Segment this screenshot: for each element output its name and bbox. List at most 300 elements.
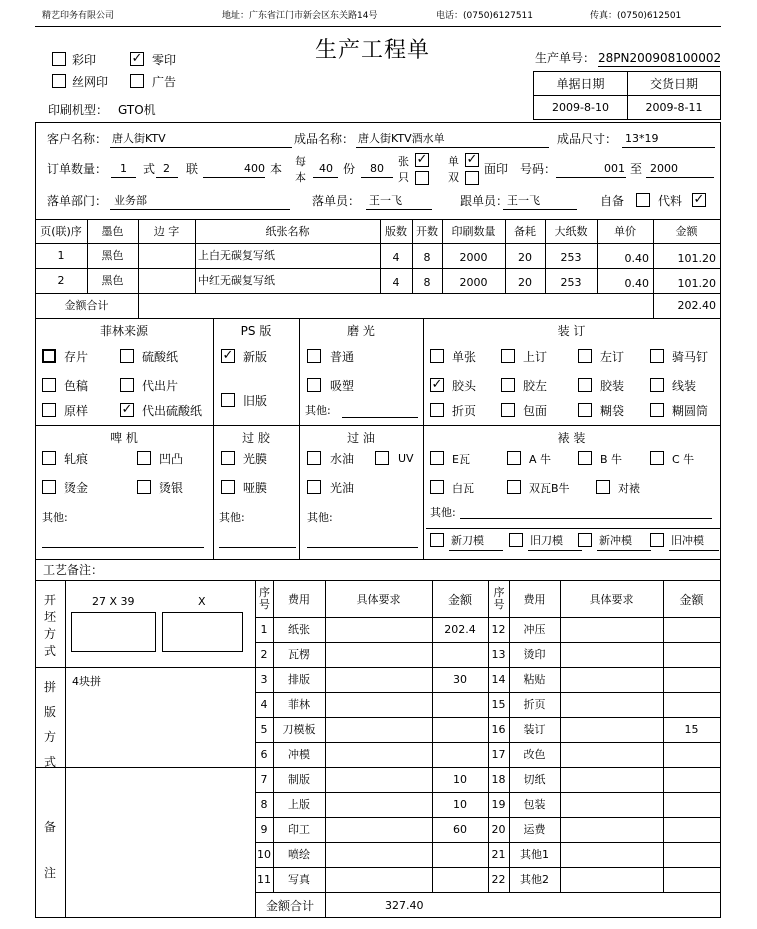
cost-amt-header: 金额 <box>447 593 472 607</box>
cutting-x: X <box>198 595 206 608</box>
mount-3-checkbox[interactable] <box>650 451 664 465</box>
ad-print-checkbox[interactable] <box>130 74 144 88</box>
film-option-label: 原样 <box>64 404 89 418</box>
paper-cell: 101.20 <box>677 277 716 290</box>
label-to: 至 <box>630 162 643 176</box>
die-cut-option-label: 凹凸 <box>159 452 184 466</box>
cost-row-no: 16 <box>491 723 506 736</box>
cost-row-no: 2 <box>260 648 268 661</box>
qty-line <box>203 177 265 178</box>
binding-11-checkbox[interactable] <box>650 403 664 417</box>
cost-row-fee: 粘贴 <box>523 673 546 686</box>
paper-cell: 中红无碳复写纸 <box>198 274 275 287</box>
binding-option-label: 胶头 <box>452 379 477 393</box>
ad-print-label: 广告 <box>152 75 177 89</box>
grand-total-label: 金额合计 <box>265 899 314 913</box>
cost-row-fee: 运费 <box>523 823 546 836</box>
knife-line <box>528 550 582 551</box>
remarks-label: 备注 <box>43 820 56 880</box>
cost-row-no: 3 <box>260 673 268 686</box>
mono-print-checkbox[interactable]: ✓ <box>131 51 143 66</box>
cost-row-fee: 纸张 <box>288 623 310 636</box>
grind-normal-checkbox[interactable] <box>307 349 321 363</box>
ps-plate-title: PS 版 <box>240 324 272 338</box>
cost-fee-header-2: 费用 <box>523 593 546 606</box>
qty-line <box>111 177 136 178</box>
order-qty-label: 订单数量： <box>47 162 108 176</box>
paper-header-cell: 印刷数量 <box>451 225 496 238</box>
paper-header-cell: 墨色 <box>101 225 124 238</box>
die-cut-2-checkbox[interactable] <box>42 480 56 494</box>
delivery-date-label: 交货日期 <box>649 77 698 91</box>
ps-old-label: 旧版 <box>243 394 268 408</box>
number-to: 2000 <box>650 162 678 175</box>
number-label: 号码： <box>520 162 557 176</box>
process-mid-line <box>35 425 721 426</box>
die-cut-option-label: 烫金 <box>64 481 89 495</box>
paper-header-cell: 金额 <box>675 225 698 238</box>
order-qty-sets: 1 <box>120 162 127 175</box>
cost-row-no: 17 <box>491 748 506 761</box>
binding-3-checkbox[interactable] <box>650 349 664 363</box>
cost-row-fee: 烫印 <box>523 648 546 661</box>
frame-top <box>35 122 721 123</box>
unit-sheet-checkbox[interactable]: ✓ <box>416 152 428 167</box>
number-line <box>556 177 626 178</box>
cost-row-fee: 其他2 <box>520 873 549 886</box>
ps-new-checkbox[interactable]: ✓ <box>222 348 234 363</box>
color-print-label: 彩印 <box>72 53 97 67</box>
cost-no-header: 序号 <box>259 586 270 611</box>
cost-col-7 <box>663 580 664 892</box>
unit-piece-checkbox[interactable] <box>415 171 429 185</box>
mount-other-label: 其他: <box>430 506 456 519</box>
cutting-size: 27 X 39 <box>92 595 135 608</box>
film-option-label: 代出硫酸纸 <box>142 404 203 418</box>
cost-row-no: 10 <box>257 848 271 861</box>
imposition-value: 4块拼 <box>72 675 101 688</box>
paper-cell: 0.40 <box>624 252 649 265</box>
cutting-method-label: 开坯方式 <box>43 593 56 658</box>
number-from: 001 <box>604 162 625 175</box>
die-cut-option-label: 轧痕 <box>64 452 89 466</box>
per-line <box>361 177 393 178</box>
cost-col-6 <box>560 580 561 892</box>
page-title: 生产工程单 <box>315 38 431 63</box>
binding-option-label: 糊袋 <box>600 404 625 418</box>
laminate-gloss-checkbox[interactable] <box>221 451 235 465</box>
cost-req-header-2: 具体要求 <box>589 593 634 606</box>
label-ben2: 本 <box>295 171 306 184</box>
binding-option-label: 胶左 <box>523 379 548 393</box>
left-label-col <box>65 580 66 917</box>
paper-header-cell: 边 字 <box>153 225 180 238</box>
varnish-gloss-label: 光油 <box>330 481 355 495</box>
mount-4-checkbox[interactable] <box>430 480 444 494</box>
header-rule <box>35 26 721 27</box>
impose-section-line <box>35 767 255 768</box>
cost-row-no: 5 <box>260 723 268 736</box>
company-address: 地址：广东省江门市新会区东关路14号 <box>222 11 378 21</box>
film-3-checkbox[interactable] <box>120 378 134 392</box>
film-4-checkbox[interactable] <box>42 403 56 417</box>
doc-date-value: 2009-8-10 <box>552 101 609 114</box>
mount-other-line <box>460 518 712 519</box>
imposition-method-label: 拼版方式 <box>43 680 56 769</box>
paper-cell: 101.20 <box>677 252 716 265</box>
mount-option-label: B 牛 <box>600 453 623 466</box>
cost-row-no: 11 <box>257 873 271 886</box>
binding-option-label: 骑马钉 <box>672 350 709 364</box>
binding-8-checkbox[interactable] <box>430 403 444 417</box>
paper-cell: 黑色 <box>101 274 124 287</box>
company-phone: 电话：(0750)6127511 <box>436 11 534 21</box>
mono-print-label: 零印 <box>152 53 177 67</box>
cost-row-fee: 切纸 <box>523 773 546 786</box>
label-fen: 份 <box>343 162 356 176</box>
staff-value: 王一飞 <box>369 194 402 207</box>
paper-cell: 20 <box>518 276 532 289</box>
screen-print-label: 丝网印 <box>72 75 109 89</box>
mount-option-label: A 牛 <box>529 453 552 466</box>
laminate-gloss-label: 光膜 <box>243 452 268 466</box>
knife-option-label: 新刀模 <box>451 534 484 547</box>
paper-cell: 2000 <box>459 276 488 289</box>
cost-row-fee: 折页 <box>523 698 546 711</box>
cost-row-amt: 202.4 <box>444 623 476 636</box>
staff-line <box>366 209 432 210</box>
cut-section-line <box>35 667 255 668</box>
label-face-print: 面印 <box>484 162 509 176</box>
product-size-label: 成品尺寸： <box>557 132 618 146</box>
cost-row-no: 4 <box>260 698 268 711</box>
varnish-uv-label: UV <box>398 452 414 465</box>
paper-cell: 253 <box>560 251 582 264</box>
cost-row-fee: 刀模板 <box>282 723 316 736</box>
craft-note-line <box>35 580 721 581</box>
cost-row-fee: 瓦楞 <box>288 648 310 661</box>
product-name-label: 成品名称： <box>294 132 355 146</box>
order-qty-books: 400 <box>244 162 265 175</box>
film-option-label: 色稿 <box>64 379 89 393</box>
knife-line <box>597 550 651 551</box>
customer-name-label: 客户名称： <box>47 132 108 146</box>
label-ben: 本 <box>270 162 283 176</box>
cost-row-no: 7 <box>260 773 268 786</box>
binding-6-checkbox[interactable] <box>578 378 592 392</box>
product-size-value: 13*19 <box>625 132 659 145</box>
binding-5-checkbox[interactable] <box>501 378 515 392</box>
cost-row-amt: 60 <box>453 823 467 836</box>
cost-row-amt: 10 <box>453 773 467 786</box>
binding-7-checkbox[interactable] <box>650 378 664 392</box>
cost-row-amt: 10 <box>453 798 467 811</box>
dept-line <box>110 209 290 210</box>
paper-header-cell: 版数 <box>385 225 407 238</box>
label-zhi: 只 <box>398 171 409 184</box>
varnish-water-label: 水油 <box>330 452 355 466</box>
paper-total-value: 202.40 <box>677 299 716 312</box>
grind-normal-label: 普通 <box>330 350 355 364</box>
color-print-checkbox[interactable] <box>52 52 66 66</box>
process-bottom-line <box>35 559 721 560</box>
mount-2-checkbox[interactable] <box>578 451 592 465</box>
cost-row-fee: 喷绘 <box>288 848 310 861</box>
varnish-water-checkbox[interactable] <box>307 451 321 465</box>
cost-row-fee: 排版 <box>288 673 310 686</box>
cost-col-2 <box>325 580 326 917</box>
mount-1-checkbox[interactable] <box>507 451 521 465</box>
date-box-right <box>720 71 721 119</box>
company-fax: 传真：(0750)612501 <box>590 11 682 21</box>
cost-row-no: 18 <box>491 773 506 786</box>
paper-cell: 黑色 <box>101 249 124 262</box>
cost-row-fee: 菲林 <box>288 698 310 711</box>
grind-title: 磨 光 <box>347 324 375 338</box>
number-line <box>646 177 714 178</box>
label-mei: 每 <box>295 155 306 168</box>
dept-value: 业务部 <box>114 194 147 207</box>
cost-row-no: 8 <box>260 798 268 811</box>
label-double: 双 <box>448 171 459 184</box>
binding-2-checkbox[interactable] <box>578 349 592 363</box>
product-name-line <box>356 147 549 148</box>
label-single: 单 <box>448 155 459 168</box>
mount-5-checkbox[interactable] <box>507 480 521 494</box>
grind-other-line <box>342 417 418 418</box>
cost-row-no: 22 <box>491 873 506 886</box>
varnish-other-label: 其他: <box>307 511 333 524</box>
paper-header-cell: 纸张名称 <box>265 225 310 238</box>
binding-title: 装 订 <box>557 324 586 338</box>
staff-label: 落单员： <box>312 194 361 208</box>
cost-row-no: 19 <box>491 798 506 811</box>
order-qty-copies: 2 <box>163 162 170 175</box>
knife-2-checkbox[interactable] <box>578 533 592 547</box>
label-shi: 式 <box>143 162 156 176</box>
grand-total-value: 327.40 <box>385 899 424 912</box>
follow-value: 王一飞 <box>507 194 540 207</box>
paper-header-cell: 单价 <box>614 225 636 238</box>
film-5-checkbox[interactable]: ✓ <box>121 402 133 417</box>
knife-0-checkbox[interactable] <box>430 533 444 547</box>
binding-option-label: 包面 <box>523 404 548 418</box>
film-source-title: 菲林来源 <box>99 324 148 338</box>
cost-row-no: 13 <box>491 648 506 661</box>
cost-row-fee: 冲压 <box>523 623 546 636</box>
cost-row-fee: 印工 <box>288 823 310 836</box>
die-cut-other-line <box>42 547 204 548</box>
paper-cell: 8 <box>423 276 431 289</box>
binding-9-checkbox[interactable] <box>501 403 515 417</box>
cost-row-amt: 30 <box>453 673 467 686</box>
cost-amt-header-2: 金额 <box>679 593 704 607</box>
cutting-box-b <box>162 612 243 652</box>
company-name: 精艺印务有限公司 <box>42 11 115 21</box>
delivery-date-value: 2009-8-11 <box>645 101 703 114</box>
binding-option-label: 糊圆筒 <box>672 404 709 418</box>
grind-blister-label: 吸塑 <box>330 379 355 393</box>
single-side-checkbox[interactable]: ✓ <box>466 152 478 167</box>
product-size-line <box>622 147 715 148</box>
label-lian: 联 <box>186 162 199 176</box>
paper-cell: 4 <box>392 276 400 289</box>
paper-table-bottom <box>35 318 721 319</box>
follow-label: 跟单员： <box>460 194 509 208</box>
varnish-other-line <box>307 547 418 548</box>
paper-cell: 2000 <box>459 251 488 264</box>
mounting-title: 裱 装 <box>557 431 586 445</box>
varnish-gloss-checkbox[interactable] <box>307 480 321 494</box>
laminate-matte-label: 哑膜 <box>243 481 268 495</box>
order-no-label: 生产单号： <box>535 51 596 65</box>
cost-row-no: 9 <box>260 823 268 836</box>
customer-name-line <box>110 147 292 148</box>
cost-row-fee: 装订 <box>523 723 546 736</box>
paper-cell: 20 <box>518 251 532 264</box>
laminate-matte-checkbox[interactable] <box>221 480 235 494</box>
binding-option-label: 单张 <box>452 350 477 364</box>
screen-print-checkbox[interactable] <box>52 74 66 88</box>
mount-option-label: E瓦 <box>452 453 470 466</box>
die-cut-other-label: 其他: <box>42 511 68 524</box>
cost-no-header-2: 序号 <box>493 586 505 611</box>
laminate-title: 过 胶 <box>242 431 270 445</box>
cost-row-fee: 改色 <box>523 748 546 761</box>
knife-top-line <box>426 528 720 529</box>
paper-cell: 4 <box>392 251 400 264</box>
binding-10-checkbox[interactable] <box>578 403 592 417</box>
mount-6-checkbox[interactable] <box>596 480 610 494</box>
mount-0-checkbox[interactable] <box>430 451 444 465</box>
mount-option-label: 白瓦 <box>452 482 474 495</box>
binding-0-checkbox[interactable] <box>430 349 444 363</box>
binding-option-label: 线装 <box>672 379 697 393</box>
paper-header-cell: 大纸数 <box>554 225 588 238</box>
film-option-label: 存片 <box>64 350 89 364</box>
cost-row-fee: 冲模 <box>288 748 310 761</box>
cost-row-fee: 写真 <box>288 873 310 886</box>
film-option-label: 代出片 <box>142 379 179 393</box>
grind-other-label: 其他: <box>305 404 331 417</box>
die-cut-option-label: 烫银 <box>159 481 184 495</box>
cost-row-amt: 15 <box>684 723 699 736</box>
order-no-value: 28PN200908100002 <box>598 51 722 65</box>
paper-header-cell: 页(联)序 <box>40 225 82 238</box>
product-name-value: 唐人街KTV酒水单 <box>358 132 445 145</box>
self-supply-checkbox[interactable] <box>636 193 650 207</box>
cost-row-no: 12 <box>491 623 506 636</box>
paper-cell: 0.40 <box>624 277 649 290</box>
cost-row-no: 15 <box>491 698 506 711</box>
paper-cell: 上白无碳复写纸 <box>198 249 275 262</box>
cost-row-fee: 包装 <box>523 798 546 811</box>
per-book-b: 80 <box>370 162 384 175</box>
binding-option-label: 左订 <box>600 350 625 364</box>
laminate-other-label: 其他: <box>219 511 245 524</box>
date-box-bottom <box>533 119 721 120</box>
paper-total-label: 金额合计 <box>64 299 109 312</box>
knife-line <box>669 550 719 551</box>
mount-option-label: 对裱 <box>618 482 640 495</box>
double-side-checkbox[interactable] <box>465 171 479 185</box>
film-1-checkbox[interactable] <box>120 349 134 363</box>
frame-left <box>35 122 36 918</box>
cost-row-no: 21 <box>491 848 506 861</box>
die-cut-3-checkbox[interactable] <box>137 480 151 494</box>
die-cut-1-checkbox[interactable] <box>137 451 151 465</box>
knife-3-checkbox[interactable] <box>650 533 664 547</box>
machine-value: GTO机 <box>118 103 156 117</box>
mount-option-label: 双瓦B牛 <box>529 482 570 495</box>
label-zhang: 张 <box>398 155 409 168</box>
agent-supply-label: 代料 <box>658 194 683 208</box>
doc-date-label: 单据日期 <box>556 77 605 91</box>
qty-line <box>156 177 178 178</box>
knife-option-label: 旧冲模 <box>671 534 704 547</box>
cost-row-no: 6 <box>260 748 268 761</box>
cost-row-no: 14 <box>491 673 506 686</box>
binding-1-checkbox[interactable] <box>501 349 515 363</box>
cost-row-line <box>255 917 720 918</box>
binding-option-label: 上订 <box>523 350 548 364</box>
per-line <box>313 177 338 178</box>
ps-old-checkbox[interactable] <box>221 393 235 407</box>
laminate-other-line <box>219 547 296 548</box>
film-0-checkbox[interactable] <box>42 349 56 363</box>
follow-line <box>503 209 577 210</box>
per-book-a: 40 <box>319 162 333 175</box>
binding-4-checkbox[interactable]: ✓ <box>431 377 443 392</box>
paper-header-cell: 备耗 <box>514 225 536 238</box>
binding-option-label: 胶装 <box>600 379 625 393</box>
craft-note-label: 工艺备注： <box>43 563 104 577</box>
cost-row-no: 1 <box>260 623 268 636</box>
die-cut-title: 啤 机 <box>110 431 138 445</box>
film-2-checkbox[interactable] <box>42 378 56 392</box>
machine-label: 印刷机型： <box>48 103 109 117</box>
cost-row-no: 20 <box>491 823 506 836</box>
varnish-title: 过 油 <box>347 431 375 445</box>
cost-row-fee: 制版 <box>288 773 310 786</box>
knife-option-label: 新冲模 <box>599 534 632 547</box>
binding-option-label: 折页 <box>452 404 477 418</box>
self-supply-label: 自备 <box>600 194 625 208</box>
varnish-uv-checkbox[interactable] <box>375 451 389 465</box>
knife-1-checkbox[interactable] <box>509 533 523 547</box>
paper-cell: 1 <box>57 249 65 262</box>
ps-new-label: 新版 <box>243 350 268 364</box>
cutting-box-a <box>71 612 156 652</box>
cost-req-header: 具体要求 <box>356 593 401 606</box>
grind-blister-checkbox[interactable] <box>307 378 321 392</box>
cost-row-fee: 其他1 <box>520 848 549 861</box>
paper-header-cell: 开数 <box>416 225 438 238</box>
paper-cell: 2 <box>57 274 65 287</box>
film-option-label: 硫酸纸 <box>142 350 179 364</box>
mount-option-label: C 牛 <box>672 453 695 466</box>
dept-label: 落单部门： <box>47 194 108 208</box>
cost-row-fee: 上版 <box>288 798 310 811</box>
paper-cell: 8 <box>423 251 431 264</box>
knife-option-label: 旧刀模 <box>530 534 563 547</box>
paper-cell: 253 <box>560 276 582 289</box>
cost-fee-header: 费用 <box>288 593 310 606</box>
die-cut-0-checkbox[interactable] <box>42 451 56 465</box>
customer-name-value: 唐人街KTV <box>112 132 166 145</box>
frame-right <box>720 122 721 918</box>
agent-supply-checkbox[interactable]: ✓ <box>693 192 705 207</box>
